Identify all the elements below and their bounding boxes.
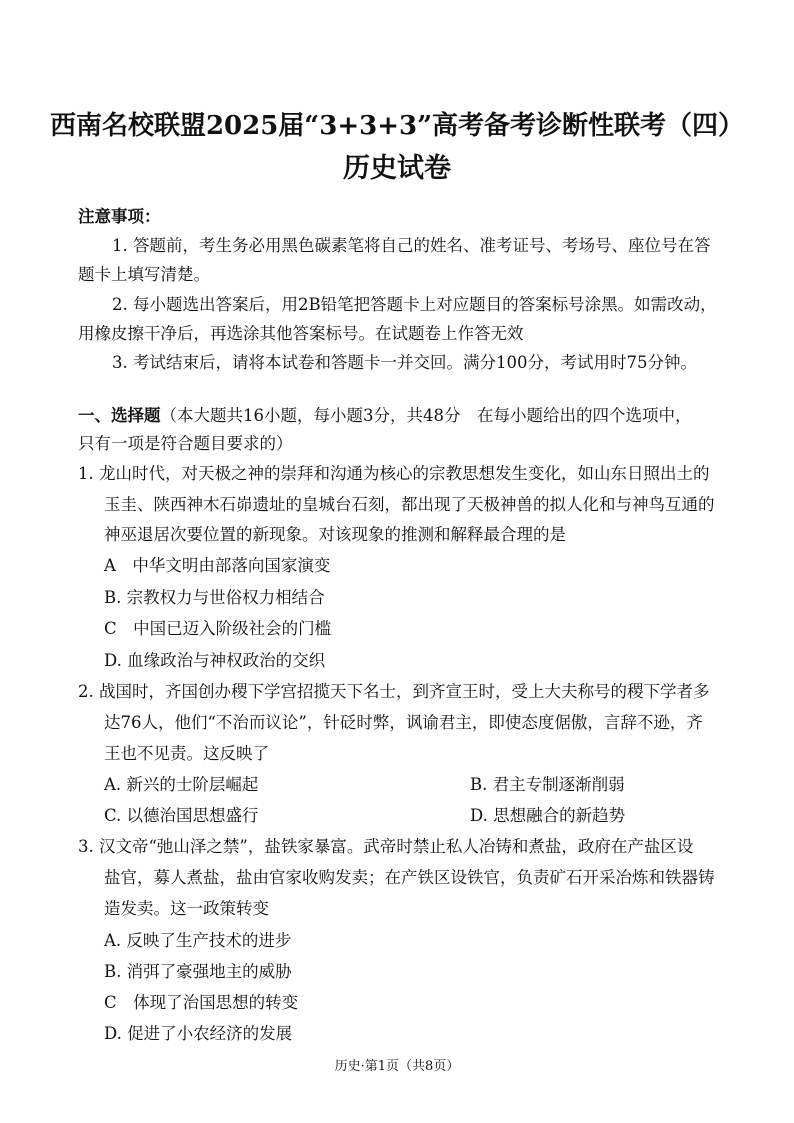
question-3-option-c: C 体现了治国思想的转变 [104, 993, 299, 1012]
page-title: 西南名校联盟2025届“3+3+3”高考备考诊断性联考（四） [49, 111, 745, 141]
question-2-option-b: B. 君主专制逐渐削弱 [470, 775, 625, 794]
question-1-stem: 1. 龙山时代，对天极之神的崇拜和沟通为核心的宗教思想发生变化，如山东日照出土的 [78, 464, 710, 483]
section-description-cont: 只有一项是符合题目要求的） [78, 434, 293, 453]
question-2-option-d: D. 思想融合的新趋势 [470, 806, 626, 825]
question-2-option-a: A. 新兴的士阶层崛起 [104, 775, 259, 794]
question-3-stem: 3. 汉文帝“弛山泽之禁”，盐铁家暴富。武帝时禁止私人冶铸和煮盐，政府在产盐区设 [78, 837, 694, 856]
section-header [78, 405, 692, 427]
question-2-stem: 2. 战国时，齐国创办稷下学宫招揽天下名士，到齐宣王时，受上大夫称号的稷下学者多 [78, 682, 710, 701]
question-2-stem-cont: 王也不见责。这反映了 [104, 744, 269, 763]
question-3-option-a: A. 反映了生产技术的进步 [104, 931, 292, 950]
notice-item-3: 3. 考试结束后，请将本试卷和答题卡一并交回。满分100分，考试用时75分钟。 [112, 353, 697, 372]
question-3-stem-cont: 造发卖。这一政策转变 [104, 899, 269, 918]
notice-item-1: 1. 答题前，考生务必用黑色碳素笔将自己的姓名、准考证号、考场号、座位号在答 [112, 236, 711, 255]
question-3-option-b: B. 消弭了豪强地主的威胁 [104, 962, 292, 981]
question-1-option-a: A 中华文明由部落向国家演变 [104, 556, 331, 575]
question-1-option-b: B. 宗教权力与世俗权力相结合 [104, 588, 325, 607]
subject-title: 历史试卷 [343, 153, 451, 184]
question-3-option-d: D. 促进了小农经济的发展 [104, 1024, 293, 1043]
question-1-stem-cont: 玉圭、陕西神木石峁遗址的皇城台石刻，都出现了天极神兽的拟人化和与神鸟互通的 [104, 495, 715, 514]
section-description: （本大题共16小题，每小题3分，共48分 在每小题给出的四个选项中， [160, 406, 692, 425]
question-3-stem-cont: 盐官，募人煮盐，盐由官家收购发卖；在产铁区设铁官，负责矿石开采冶炼和铁器铸 [104, 868, 715, 887]
question-1-option-d: D. 血缘政治与神权政治的交织 [104, 651, 326, 670]
notice-item-1-cont: 题卡上填写清楚。 [78, 265, 210, 284]
question-2-stem-cont: 达76人，他们“不治而议论”，针砭时弊，讽谕君主，即使态度倨傲，言辞不逊，齐 [104, 713, 703, 732]
page-footer: 历史·第1页（共8页） [334, 1059, 460, 1074]
notice-heading: 注意事项： [78, 207, 161, 226]
question-1-stem-cont: 神巫退居次要位置的新现象。对该现象的推测和解释最合理的是 [104, 525, 566, 544]
question-1-option-c: C 中国已迈入阶级社会的门槛 [104, 619, 332, 638]
section-heading: 一、选择题 [78, 406, 161, 425]
question-2-option-c: C. 以德治国思想盛行 [104, 806, 259, 825]
notice-item-2: 2. 每小题选出答案后，用2B铅笔把答题卡上对应题目的答案标号涂黑。如需改动， [112, 295, 717, 314]
notice-item-2-cont: 用橡皮擦干净后，再选涂其他答案标号。在试题卷上作答无效 [78, 324, 524, 343]
